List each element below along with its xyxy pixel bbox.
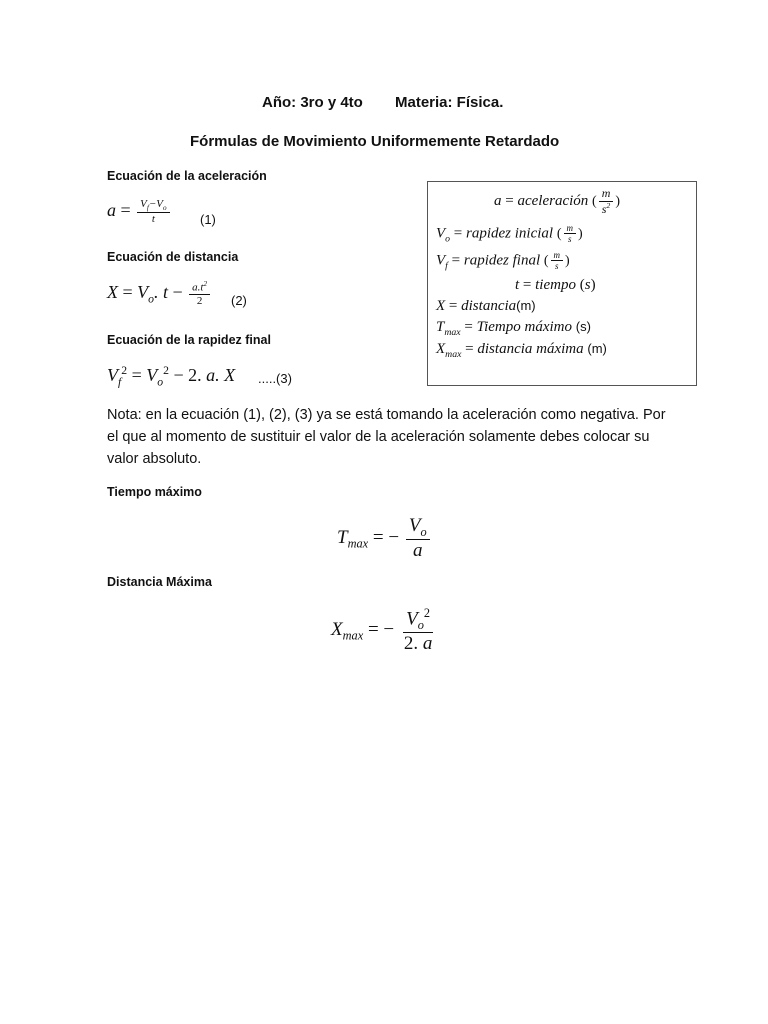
- max-time-label: Tiempo máximo: [107, 485, 202, 499]
- distance-formula: $X = V_o$. t − $\frac{a.t^2}{2}$: [107, 280, 212, 308]
- note-paragraph: Nota: en la ecuación (1), (2), (3) ya se está tomando la aceleración como negativa. Por el que al momento de sustituir el valor de la aceleración solamente debes colocar su valor absoluto.: [107, 407, 666, 467]
- definition-distance: X = distancia(m): [436, 298, 536, 314]
- definition-initial-speed: $V_o$ = rapidez inicial ( $\frac{m}{s}$ ): [436, 223, 583, 245]
- document-title: Fórmulas de Movimiento Uniformemente Retardado: [190, 133, 560, 150]
- subject-heading: Materia: Física.: [395, 94, 504, 111]
- definition-acceleration: a = aceleración ( $\frac{m}{s^2}$ ): [494, 186, 621, 216]
- max-distance-label: Distancia Máxima: [107, 575, 212, 589]
- max-time-formula: $T_{max}$ = − $\frac{V_o}{a}$: [337, 515, 432, 562]
- equation-number-1: (1): [200, 212, 216, 227]
- definition-time: t = tiempo (s): [515, 277, 596, 293]
- acceleration-label: Ecuación de la aceleración: [107, 169, 267, 183]
- definition-final-speed: $V_f$ = rapidez final ( $\frac{m}{s}$ ): [436, 250, 570, 272]
- year-heading: Año: 3ro y 4to: [262, 94, 363, 111]
- max-distance-formula: $X_{max}$ = − $\frac{V_o^2}{2. a}$: [331, 606, 433, 655]
- equation-number-3: .....(3): [258, 371, 292, 386]
- definition-max-distance: $X_{max}$ = distancia máxima (m): [436, 341, 607, 360]
- equation-number-2: (2): [231, 293, 247, 308]
- distance-label: Ecuación de distancia: [107, 250, 239, 264]
- final-speed-formula: $V_f^2 = V_o^2 - 2$. a. X: [107, 364, 236, 389]
- acceleration-formula: a = $\frac{V_f-V_o}{t}$: [107, 198, 172, 226]
- definitions-box: [427, 181, 697, 386]
- final-speed-label: Ecuación de la rapidez final: [107, 333, 271, 347]
- definition-max-time: $T_{max}$ = Tiempo máximo (s): [436, 319, 591, 338]
